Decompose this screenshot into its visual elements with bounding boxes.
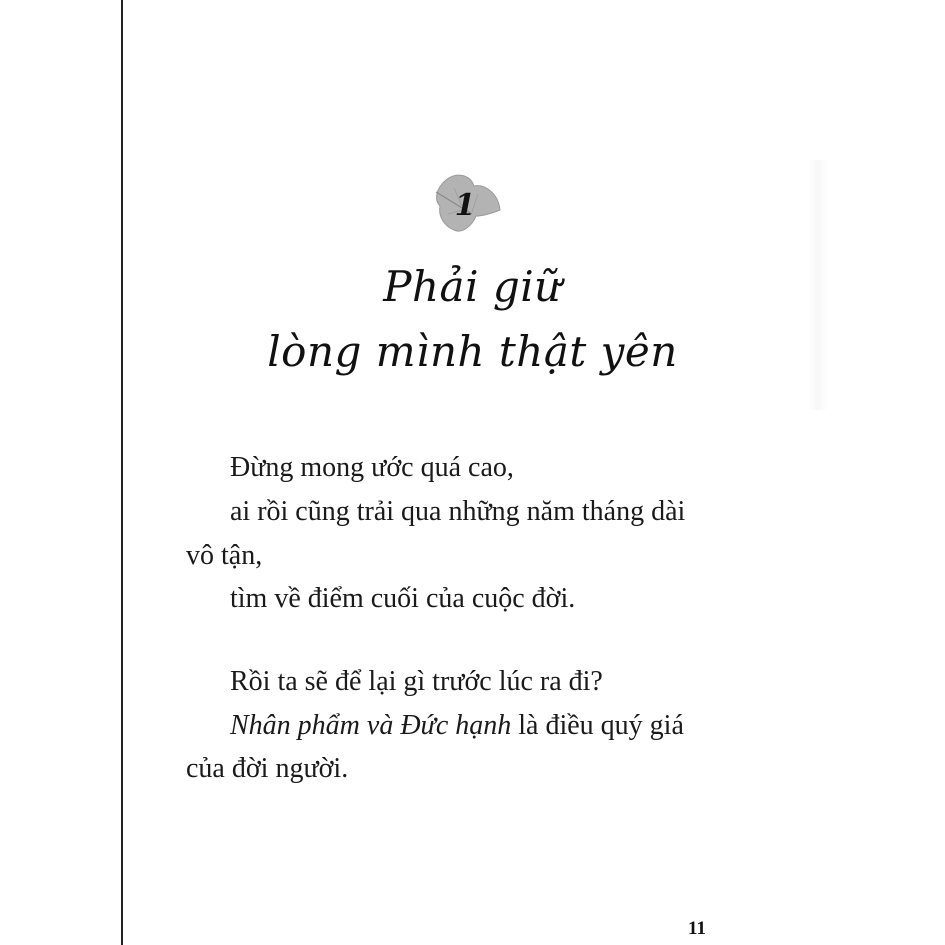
body-line: Rồi ta sẽ để lại gì trước lúc ra đi? xyxy=(230,666,603,697)
body-line: Đừng mong ước quá cao, xyxy=(230,452,514,483)
paper-shade xyxy=(808,160,828,410)
body-line-mixed xyxy=(230,710,684,742)
body-line: tìm về điểm cuối của cuộc đời. xyxy=(230,583,576,614)
chapter-title-line-1: Phải giữ xyxy=(383,262,562,311)
emphasis-text: Nhân phẩm và Đức hạnh xyxy=(230,710,512,741)
page-spine-line xyxy=(121,0,123,945)
body-text: là điều quý giá xyxy=(511,710,684,741)
chapter-title-line-2: lòng mình thật yên xyxy=(267,327,678,376)
body-line: vô tận, xyxy=(186,540,263,571)
body-line: của đời người. xyxy=(186,753,349,784)
chapter-number: 1 xyxy=(454,188,476,223)
page-number: 11 xyxy=(688,918,706,939)
body-line: ai rồi cũng trải qua những năm tháng dài xyxy=(230,496,686,527)
chapter-badge xyxy=(432,170,504,236)
